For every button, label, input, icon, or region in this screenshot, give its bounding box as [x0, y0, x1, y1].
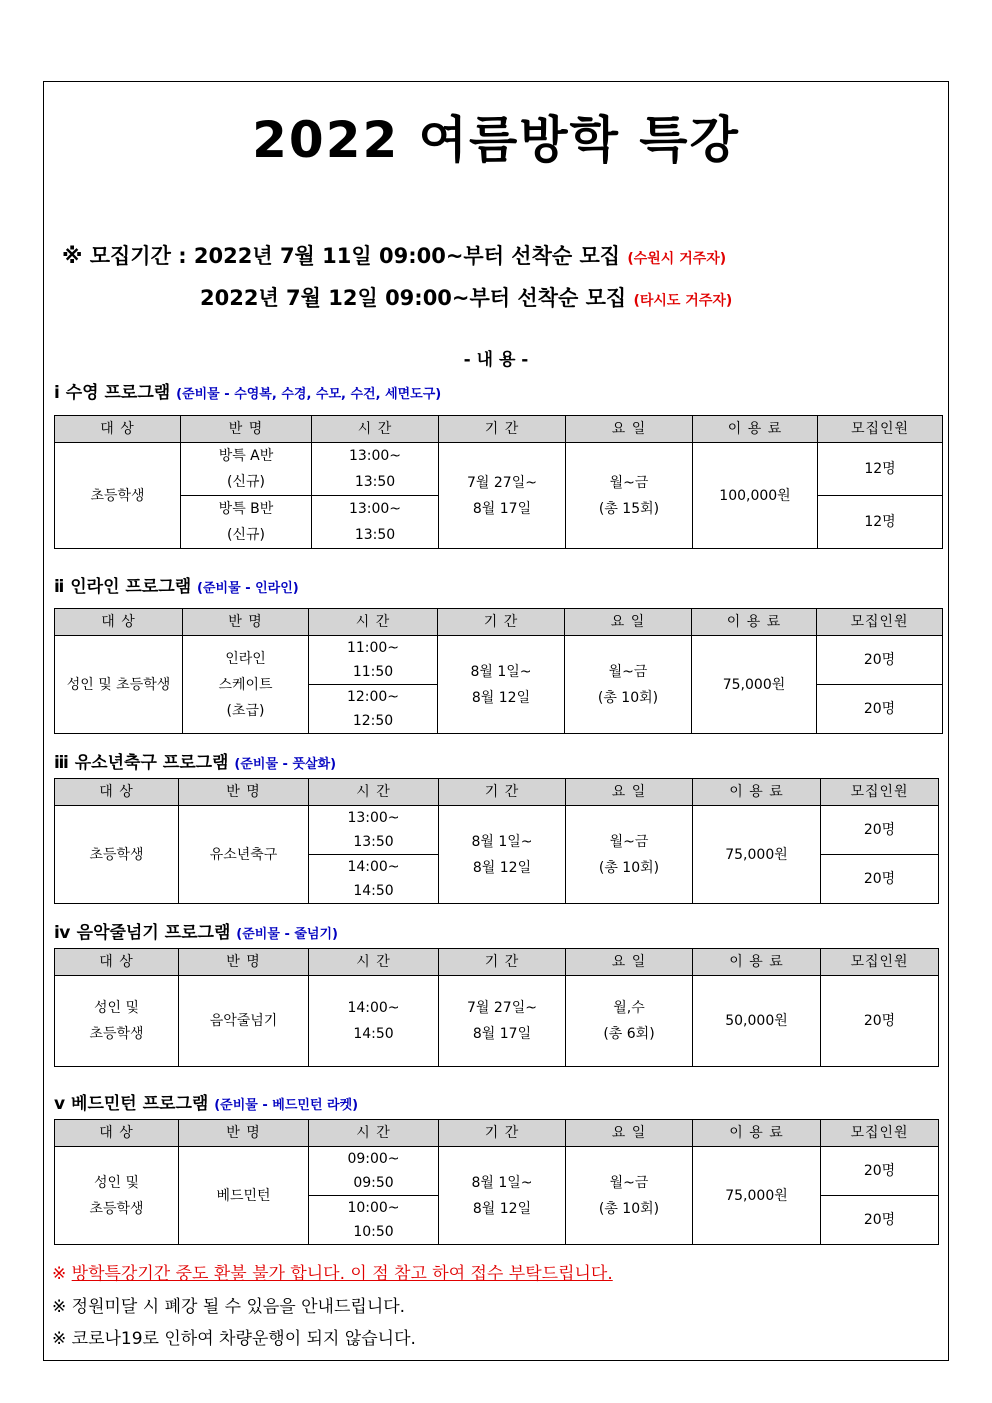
section-title-badminton: [54, 1089, 358, 1114]
cell-count: 20명: [817, 636, 943, 685]
table-inline: [54, 608, 943, 734]
header-class: 반 명: [179, 1120, 309, 1147]
section-prep: (준비물 - 인라인): [197, 581, 299, 596]
cell-days: 월~금 (총 10회): [566, 1147, 693, 1245]
cell-period: 7월 27일~ 8월 17일: [439, 443, 566, 549]
footer-cancel-note: ※ 정원미달 시 폐강 될 수 있음을 안내드립니다.: [52, 1297, 406, 1317]
cell-period: 8월 1일~ 8월 12일: [438, 636, 565, 734]
section-name: 수영 프로그램: [65, 383, 171, 403]
section-number: ⅱ: [54, 577, 65, 597]
table-header-row: [55, 609, 943, 636]
section-prep: (준비물 - 베드민턴 라켓): [214, 1098, 359, 1113]
cell-target: 초등학생: [55, 806, 179, 904]
cell-fee: 75,000원: [692, 636, 817, 734]
footer-mark: ※: [52, 1264, 67, 1284]
header-period: 기 간: [438, 609, 565, 636]
footer-refund-text: 방학특강기간 중도 환불 불가 합니다. 이 점 참고 하여 접수 부탁드립니다.: [71, 1264, 613, 1284]
cell-fee: 75,000원: [693, 1147, 821, 1245]
header-days: 요 일: [566, 779, 693, 806]
header-days: 요 일: [566, 949, 693, 976]
table-row: [55, 443, 943, 496]
cell-days: 월~금 (총 10회): [565, 636, 692, 734]
notice-line-2: [200, 282, 732, 312]
content-heading: - 내 용 -: [463, 350, 529, 370]
section-number: ⅴ: [54, 1094, 66, 1114]
cell-days: 월~금 (총 15회): [566, 443, 693, 549]
cell-time: 12:00~ 12:50: [309, 685, 438, 734]
cell-time: 13:00~ 13:50: [309, 806, 439, 855]
notice-mark: ※: [62, 244, 83, 268]
cell-count: 20명: [821, 806, 939, 855]
section-name: 음악줄넘기 프로그램: [76, 923, 231, 943]
section-name: 베드민턴 프로그램: [71, 1094, 209, 1114]
header-fee: 이 용 료: [693, 416, 818, 443]
header-target: 대 상: [55, 416, 181, 443]
section-prep: (준비물 - 수영복, 수경, 수모, 수건, 세면도구): [176, 387, 442, 402]
header-count: 모집인원: [821, 1120, 939, 1147]
footer-refund-note: [52, 1259, 613, 1284]
cell-period: 8월 1일~ 8월 12일: [439, 1147, 566, 1245]
section-prep: (준비물 - 줄넘기): [236, 927, 338, 942]
cell-class: 방특 A반 (신규): [181, 443, 312, 496]
section-title-jumprope: [54, 918, 338, 943]
notice-label: 모집기간 :: [89, 244, 187, 268]
header-class: 반 명: [181, 416, 312, 443]
header-time: 시 간: [309, 1120, 439, 1147]
header-count: 모집인원: [818, 416, 943, 443]
page-title: 2022 여름방학 특강: [252, 111, 740, 169]
cell-count: 12명: [818, 496, 943, 549]
cell-time: 14:00~ 14:50: [309, 976, 439, 1067]
cell-target: 초등학생: [55, 443, 181, 549]
table-row: [55, 806, 939, 855]
header-fee: 이 용 료: [693, 949, 821, 976]
cell-class: 인라인 스케이트 (초급): [183, 636, 309, 734]
header-count: 모집인원: [821, 779, 939, 806]
cell-count: 20명: [817, 685, 943, 734]
header-days: 요 일: [566, 1120, 693, 1147]
header-target: 대 상: [55, 1120, 179, 1147]
cell-time: 13:00~ 13:50: [312, 496, 439, 549]
footer-vehicle-note: ※ 코로나19로 인하여 차량운행이 되지 않습니다.: [52, 1329, 416, 1349]
table-header-row: [55, 1120, 939, 1147]
header-period: 기 간: [439, 1120, 566, 1147]
table-header-row: [55, 949, 939, 976]
section-name: 유소년축구 프로그램: [74, 753, 229, 773]
header-time: 시 간: [309, 949, 439, 976]
header-class: 반 명: [179, 949, 309, 976]
header-time: 시 간: [312, 416, 439, 443]
cell-days: 월,수 (총 6회): [566, 976, 693, 1067]
cell-time: 09:00~ 09:50: [309, 1147, 439, 1196]
cell-time: 11:00~ 11:50: [309, 636, 438, 685]
header-target: 대 상: [55, 609, 183, 636]
notice-line1-text: 2022년 7월 11일 09:00~부터 선착순 모집: [193, 244, 621, 268]
section-title-swimming: [54, 378, 441, 403]
table-header-row: [55, 416, 943, 443]
header-time: 시 간: [309, 779, 439, 806]
cell-count: 20명: [821, 1196, 939, 1245]
header-fee: 이 용 료: [693, 779, 821, 806]
header-period: 기 간: [439, 416, 566, 443]
section-title-soccer: [54, 748, 336, 773]
header-period: 기 간: [439, 779, 566, 806]
cell-time: 10:00~ 10:50: [309, 1196, 439, 1245]
header-class: 반 명: [183, 609, 309, 636]
table-badminton: [54, 1119, 939, 1245]
cell-period: 7월 27일~ 8월 17일: [439, 976, 566, 1067]
header-fee: 이 용 료: [692, 609, 817, 636]
cell-time: 14:00~ 14:50: [309, 855, 439, 904]
cell-target: 성인 및 초등학생: [55, 976, 179, 1067]
cell-class: 유소년축구: [179, 806, 309, 904]
table-soccer: [54, 778, 939, 904]
header-fee: 이 용 료: [693, 1120, 821, 1147]
notice-line1-note: (수원시 거주자): [627, 251, 727, 267]
header-period: 기 간: [439, 949, 566, 976]
cell-days: 월~금 (총 10회): [566, 806, 693, 904]
notice-line2-note: (타시도 거주자): [633, 293, 733, 309]
cell-count: 20명: [821, 855, 939, 904]
table-row: [55, 976, 939, 1067]
cell-class: 베드민턴: [179, 1147, 309, 1245]
cell-class: 음악줄넘기: [179, 976, 309, 1067]
header-days: 요 일: [566, 416, 693, 443]
section-number: ⅰ: [54, 383, 60, 403]
section-name: 인라인 프로그램: [70, 577, 192, 597]
cell-fee: 100,000원: [693, 443, 818, 549]
cell-fee: 50,000원: [693, 976, 821, 1067]
notice-line-1: [62, 240, 726, 270]
header-target: 대 상: [55, 949, 179, 976]
cell-time: 13:00~ 13:50: [312, 443, 439, 496]
header-target: 대 상: [55, 779, 179, 806]
header-count: 모집인원: [817, 609, 943, 636]
header-days: 요 일: [565, 609, 692, 636]
table-header-row: [55, 779, 939, 806]
cell-class: 방특 B반 (신규): [181, 496, 312, 549]
header-count: 모집인원: [821, 949, 939, 976]
section-title-inline: [54, 572, 299, 597]
section-number: ⅲ: [54, 753, 69, 773]
cell-target: 성인 및 초등학생: [55, 636, 183, 734]
cell-count: 12명: [818, 443, 943, 496]
header-time: 시 간: [309, 609, 438, 636]
table-swimming: [54, 415, 943, 549]
table-row: [55, 1147, 939, 1196]
cell-fee: 75,000원: [693, 806, 821, 904]
cell-period: 8월 1일~ 8월 12일: [439, 806, 566, 904]
cell-count: 20명: [821, 1147, 939, 1196]
table-jumprope: [54, 948, 939, 1067]
cell-target: 성인 및 초등학생: [55, 1147, 179, 1245]
section-prep: (준비물 - 풋살화): [234, 757, 337, 772]
table-row: [55, 636, 943, 685]
section-number: ⅳ: [54, 923, 71, 943]
header-class: 반 명: [179, 779, 309, 806]
notice-line2-text: 2022년 7월 12일 09:00~부터 선착순 모집: [200, 286, 627, 310]
cell-count: 20명: [821, 976, 939, 1067]
